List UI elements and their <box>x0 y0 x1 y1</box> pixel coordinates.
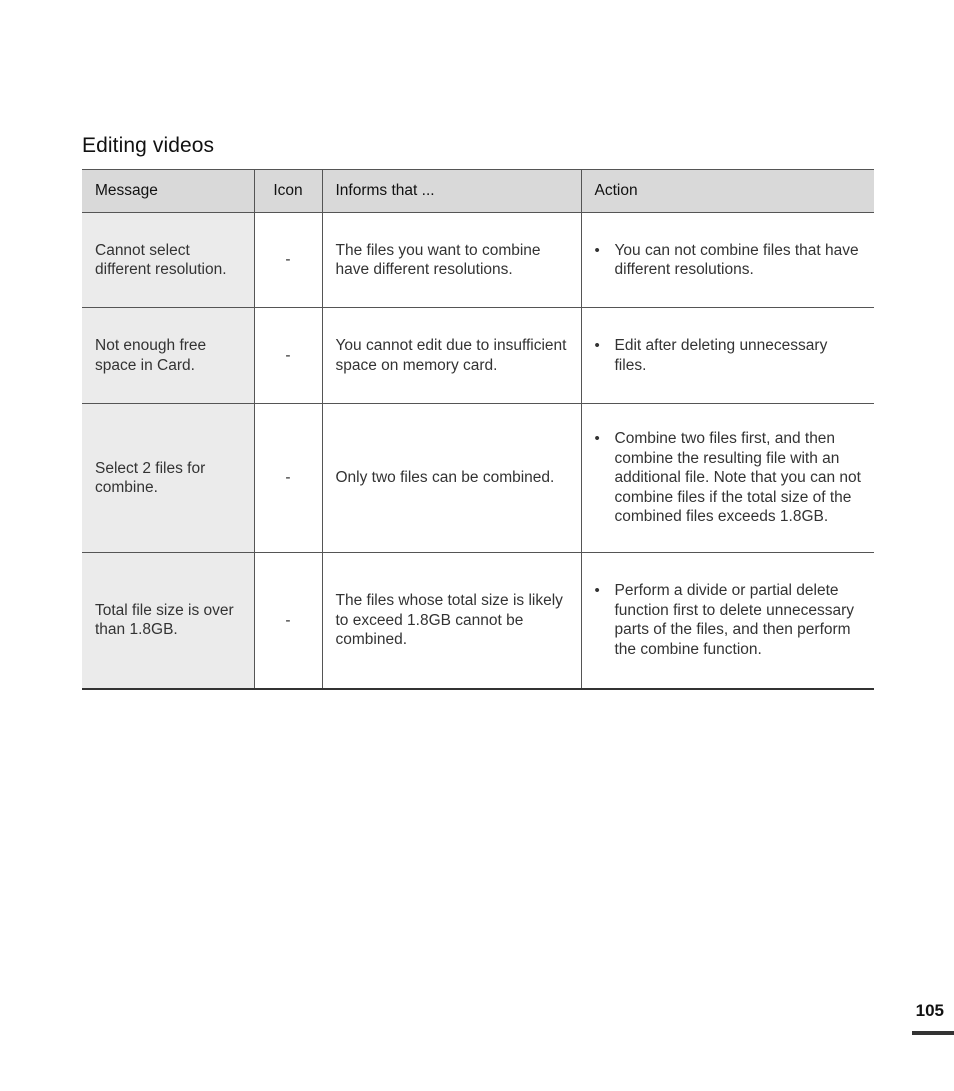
icon-cell: - <box>254 404 322 553</box>
action-cell <box>581 404 874 553</box>
informs-cell: You cannot edit due to insufficient space on memory card. <box>322 308 581 404</box>
action-item <box>595 336 863 375</box>
action-cell <box>581 308 874 404</box>
action-cell <box>581 553 874 689</box>
action-text: Edit after deleting unnecessary files. <box>614 337 828 374</box>
page-number: 105 <box>915 1001 944 1020</box>
header-action: Action <box>581 170 874 213</box>
bullet-icon: • <box>594 582 600 600</box>
action-item <box>595 581 863 659</box>
action-item <box>595 429 863 527</box>
table-row <box>82 404 874 553</box>
section-title: Editing videos <box>82 134 215 157</box>
header-icon: Icon <box>254 170 322 213</box>
message-cell: Select 2 files for combine. <box>82 404 254 553</box>
informs-cell: The files whose total size is likely to exceed 1.8GB cannot be combined. <box>322 553 581 689</box>
header-message: Message <box>82 170 254 213</box>
action-text: You can not combine files that have different resolutions. <box>614 241 859 278</box>
icon-cell: - <box>254 308 322 404</box>
page-number-rule <box>912 1031 954 1035</box>
action-text: Perform a divide or partial delete function first to delete unnecessary parts of the files, and then perform the combine function. <box>614 582 855 658</box>
icon-cell: - <box>254 213 322 308</box>
action-item <box>595 241 863 280</box>
message-table <box>82 169 874 690</box>
message-cell: Not enough free space in Card. <box>82 308 254 404</box>
header-informs: Informs that ... <box>322 170 581 213</box>
table-row <box>82 213 874 308</box>
bullet-icon: • <box>594 241 600 259</box>
table-row <box>82 308 874 404</box>
table-row <box>82 553 874 689</box>
informs-cell: Only two files can be combined. <box>322 404 581 553</box>
action-text: Combine two files first, and then combine the resulting file with an additional file. Note that you can not combine files if the total size of the combined files exceeds 1.8GB. <box>614 430 861 526</box>
bullet-icon: • <box>594 430 600 448</box>
message-cell: Total file size is over than 1.8GB. <box>82 553 254 689</box>
action-cell <box>581 213 874 308</box>
informs-cell: The files you want to combine have different resolutions. <box>322 213 581 308</box>
icon-cell: - <box>254 553 322 689</box>
message-cell: Cannot select different resolution. <box>82 213 254 308</box>
table-header-row <box>82 170 874 213</box>
bullet-icon: • <box>594 337 600 354</box>
